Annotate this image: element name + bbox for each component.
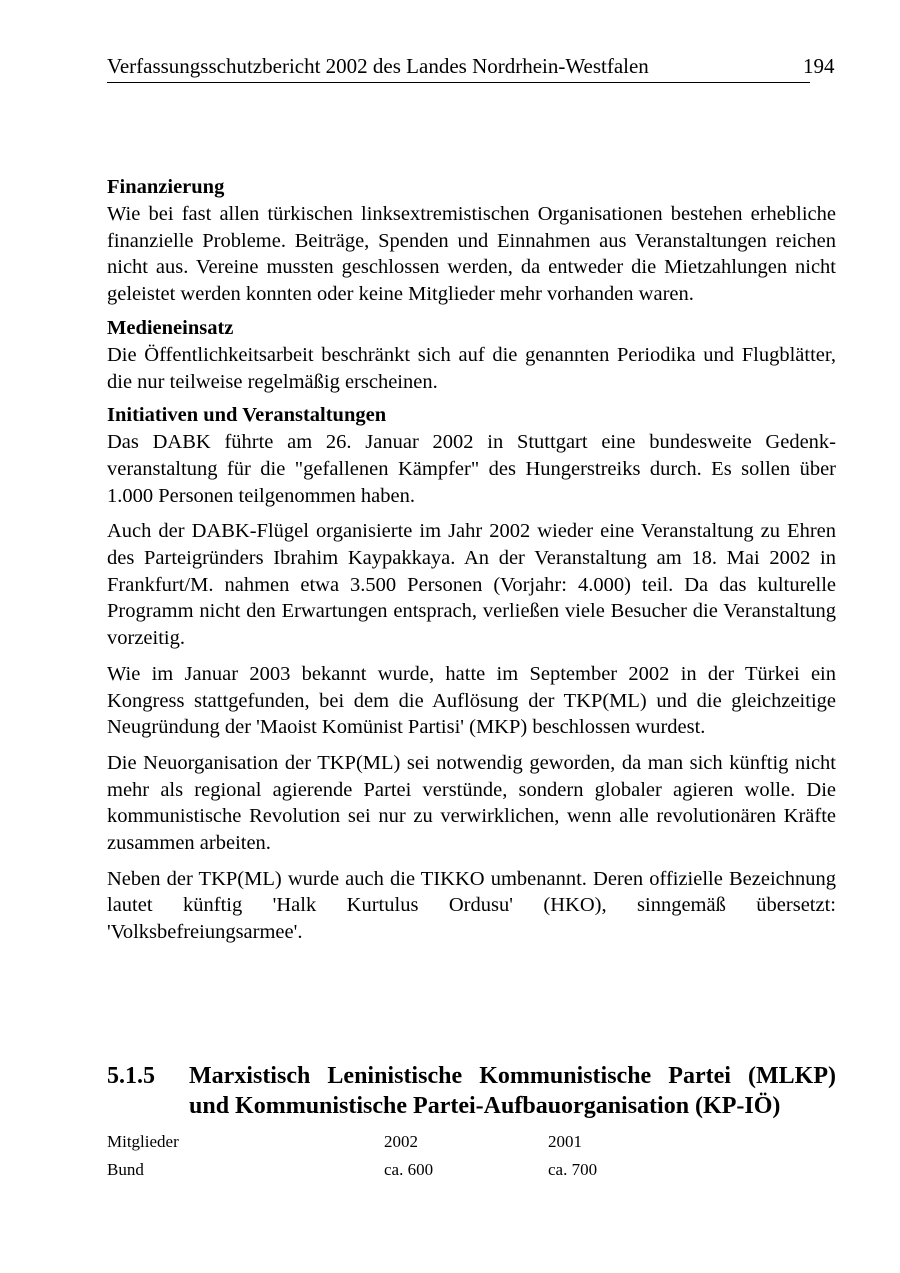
- paragraph-initiativen-2: Auch der DABK-Flügel organisierte im Jahr 2002 wieder eine Veranstaltung zu Ehren des Parteigründers Ibrahim Kaypakkaya. An der Veranstaltung am 18. Mai 2002 in Frankfurt/M. nahmen etwa 3.500 Personen (Vorjahr: 4.000) teil. Da das kulturelle Programm nicht den Erwartungen entsprach, verließen viele Besucher die Veranstaltung vorzeitig.: [107, 520, 836, 650]
- paragraph-initiativen-5: Neben der TKP(ML) wurde auch die TIKKO umbenannt. Deren offizielle Bezeichnung lautet künftig 'Halk Kurtulus Ordusu' (HKO), sinngemäß übersetzt: 'Volksbefreiungsarmee'.: [107, 867, 836, 944]
- table-cell: Bund: [107, 1160, 144, 1179]
- page-header: [107, 52, 835, 83]
- table-cell: ca. 700: [548, 1160, 598, 1179]
- heading-initiativen: Initiativen und Veranstaltungen: [107, 404, 387, 427]
- main-content: [107, 174, 836, 946]
- paragraph-initiativen-4: Die Neuorganisation der TKP(ML) sei notwendig geworden, da man sich künftig nicht mehr als regional agierende Partei verstünde, sondern globaler agieren wolle. Die kommunistische Revolution sei nur zu verwirklichen, wenn alle revolutionären Kräfte zusammen arbeiten.: [107, 751, 836, 855]
- heading-medieneinsatz: Medieneinsatz: [107, 316, 234, 339]
- heading-finanzierung: Finanzierung: [107, 176, 225, 198]
- members-table: [107, 1128, 707, 1184]
- table-header-cell: 2002: [384, 1132, 418, 1151]
- table-header-cell: Mitglieder: [107, 1132, 179, 1151]
- paragraph-finanzierung: Wie bei fast allen türkischen linksextremistischen Organisationen bestehen erhebliche finanzielle Probleme. Beiträge, Spenden und Einnahmen aus Veranstaltungen reichen nicht aus. Vereine mussten geschlossen werden, da entweder die Mietzahlungen nicht geleistet werden konnten oder keine Mitglieder mehr vorhanden waren.: [107, 203, 836, 306]
- table-header-cell: 2001: [548, 1132, 582, 1151]
- page-number: 194: [803, 54, 835, 78]
- table-row: [107, 1156, 707, 1184]
- header-title: Verfassungsschutzbericht 2002 des Landes Nordrhein-Westfalen: [107, 54, 649, 78]
- paragraph-initiativen-1: Das DABK führte am 26. Januar 2002 in Stuttgart eine bundesweite Gedenkveranstaltung für die "gefallenen Kämpfer" des Hungerstreiks durch. Es sollen über 1.000 Personen teilgenommen haben.: [107, 431, 836, 507]
- paragraph-medieneinsatz: Die Öffentlichkeitsarbeit beschränkt sich auf die genannten Periodika und Flugblätter, die nur teilweise regelmäßig erscheinen.: [107, 343, 836, 393]
- table-cell: ca. 600: [384, 1160, 434, 1179]
- chapter-title: Marxistisch Leninistische Kommunistische Partei (MLKP) und Kommunistische Partei-Aufbauorganisation (KP-IÖ): [189, 1063, 836, 1119]
- paragraph-initiativen-3: Wie im Januar 2003 bekannt wurde, hatte im September 2002 in der Türkei ein Kongress stattgefunden, bei dem die Auflösung der TKP(ML) und die gleichzeitige Neugründung der 'Maoist Komünist Partisi' (MKP) beschlossen wurdest.: [107, 662, 836, 739]
- chapter-number: 5.1.5: [107, 1063, 155, 1089]
- table-header-row: [107, 1128, 707, 1156]
